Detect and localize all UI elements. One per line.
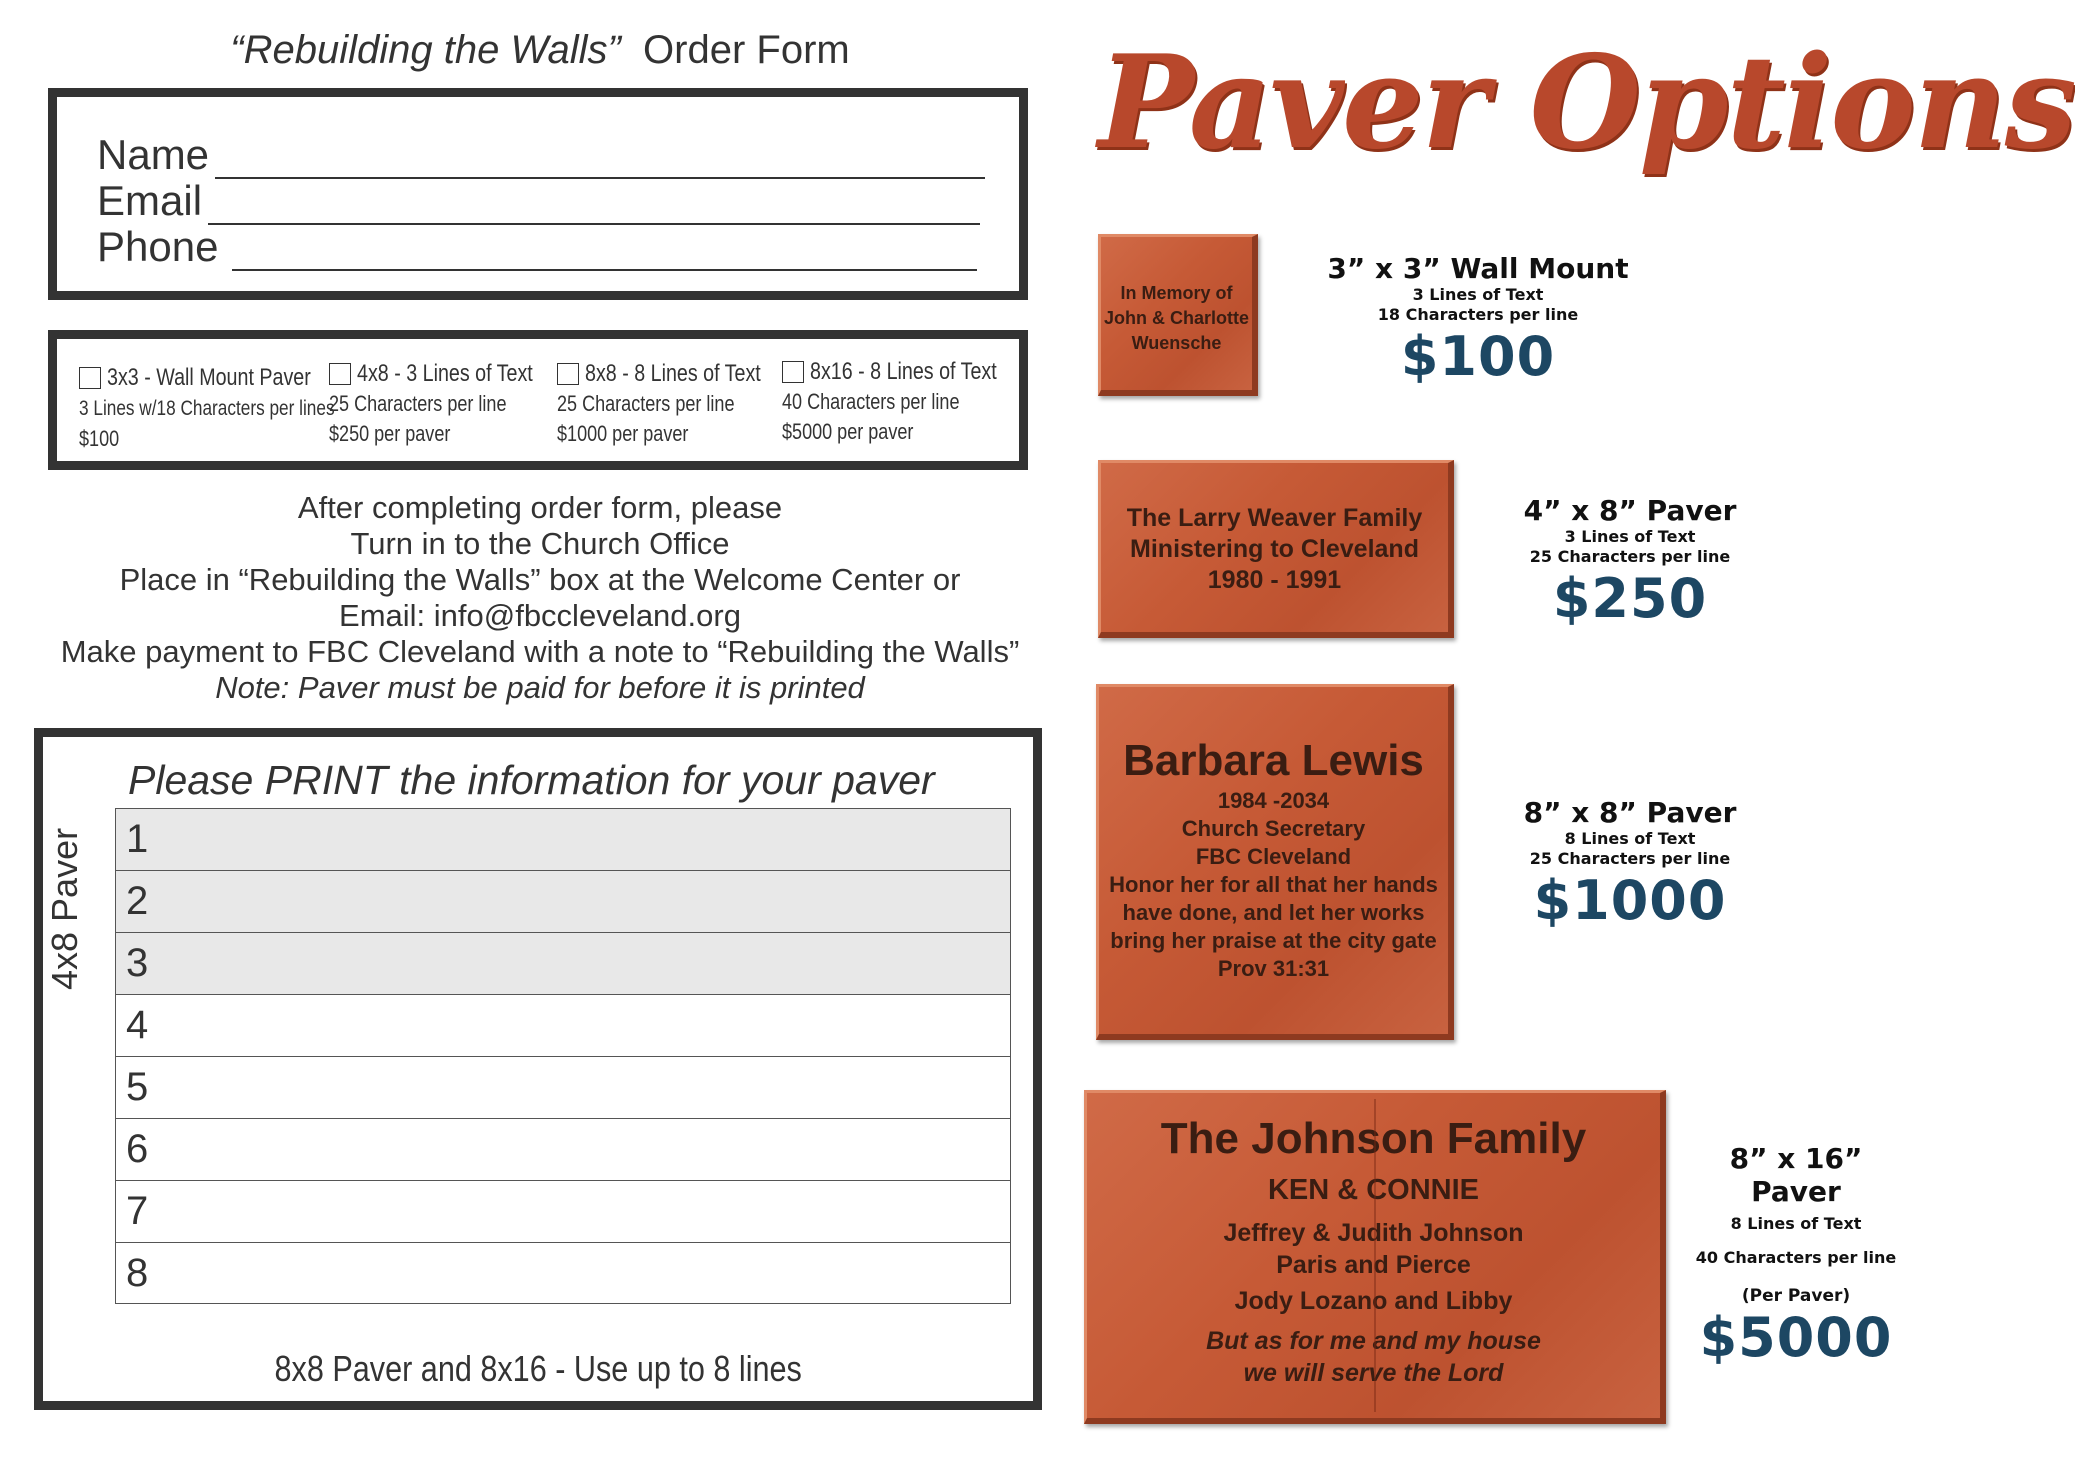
- phone-field[interactable]: [97, 223, 977, 271]
- paver-8x16-verse: we will serve the Lord: [1243, 1359, 1504, 1387]
- spec-8x16-chars: 40 Characters per line: [1695, 1248, 1897, 1267]
- order-form-title-campaign: “Rebuilding the Walls”: [230, 28, 621, 72]
- paver-3x3-line: In Memory of: [1120, 283, 1233, 303]
- paver-8x8-line: Church Secretary: [1181, 816, 1366, 841]
- payment-note: Note: Paver must be paid for before it is printed: [215, 670, 865, 705]
- spec-3x3-price: $100: [1400, 325, 1556, 388]
- paver-sample-4x8: [1098, 460, 1454, 638]
- spec-8x8-size: 8” x 8” Paver: [1523, 796, 1737, 829]
- line-number: 4: [126, 1003, 149, 1047]
- spec-4x8-size: 4” x 8” Paver: [1523, 494, 1737, 527]
- spec-8x8: [1490, 796, 1770, 932]
- paver-sample-3x3: [1098, 234, 1258, 396]
- spec-8x16-size: 8” x 16” Paver: [1729, 1142, 1863, 1208]
- spec-4x8-lines: 3 Lines of Text: [1564, 527, 1696, 546]
- spec-3x3-size: 3” x 3” Wall Mount: [1327, 252, 1629, 285]
- spec-8x8-chars: 25 Characters per line: [1529, 849, 1731, 868]
- contact-info-box: [48, 88, 1028, 300]
- option-8x16[interactable]: [782, 357, 1038, 447]
- instruction-email: Email: info@fbccleveland.org: [339, 598, 741, 633]
- paver-8x8-line: have done, and let her works: [1122, 900, 1425, 925]
- paver-line-8[interactable]: [115, 1242, 1011, 1304]
- spec-8x8-lines: 8 Lines of Text: [1564, 829, 1696, 848]
- option-8x8-price: $1000 per paver: [557, 421, 689, 446]
- option-3x3-detail: 3 Lines w/18 Characters per lines: [79, 397, 335, 420]
- paver-line-1[interactable]: [115, 808, 1011, 870]
- paver-line-6[interactable]: [115, 1118, 1011, 1180]
- line-number: 2: [126, 879, 149, 923]
- spec-3x3-chars: 18 Characters per line: [1377, 305, 1579, 324]
- paver-8x16-line: KEN & CONNIE: [1267, 1174, 1480, 1206]
- spec-8x16-extra: (Per Paver): [1741, 1286, 1851, 1306]
- spec-3x3-lines: 3 Lines of Text: [1412, 285, 1544, 304]
- instruction-line: Place in “Rebuilding the Walls” box at the Welcome Center or: [119, 562, 961, 597]
- spec-3x3: [1318, 252, 1638, 388]
- paver-8x8-line: Honor her for all that her hands: [1109, 872, 1438, 897]
- line-limit-note: [34, 1348, 1042, 1390]
- option-8x8-checkbox[interactable]: [557, 363, 579, 385]
- email-blank-line[interactable]: [208, 187, 980, 225]
- paver-8x8-line: 1984 -2034: [1217, 788, 1330, 813]
- submission-instructions: [40, 490, 1040, 706]
- option-8x8-label: 8x8 - 8 Lines of Text: [585, 360, 761, 387]
- line-number: 8: [126, 1250, 149, 1295]
- paver-8x8-name: Barbara Lewis: [1123, 736, 1424, 785]
- paver-8x8-line: FBC Cleveland: [1195, 844, 1352, 869]
- order-form-title-rest: Order Form: [643, 28, 850, 72]
- spec-4x8-price: $250: [1552, 567, 1708, 630]
- option-8x16-price: $5000 per paver: [782, 419, 914, 444]
- paver-4x8-line: Ministering to Cleveland: [1130, 535, 1419, 563]
- paver-8x16-verse: But as for me and my house: [1206, 1327, 1541, 1355]
- option-8x16-label: 8x16 - 8 Lines of Text: [810, 358, 997, 385]
- paver-line-7[interactable]: [115, 1180, 1011, 1242]
- option-4x8[interactable]: [329, 359, 571, 449]
- name-blank-line[interactable]: [215, 141, 985, 179]
- phone-blank-line[interactable]: [232, 233, 977, 271]
- paver-sample-8x16: [1084, 1090, 1666, 1424]
- spec-8x16-lines: 8 Lines of Text: [1730, 1214, 1862, 1233]
- paver-8x16-line: Paris and Pierce: [1276, 1251, 1471, 1279]
- paver-3x3-line: Wuensche: [1131, 333, 1222, 353]
- paver-sample-8x8: [1096, 684, 1454, 1040]
- option-3x3-price: $100: [79, 426, 120, 451]
- paver-8x16-line: Jody Lozano and Libby: [1234, 1287, 1513, 1315]
- line-number: 3: [126, 941, 149, 985]
- instruction-line: Make payment to FBC Cleveland with a note to “Rebuilding the Walls”: [60, 634, 1020, 669]
- spec-4x8: [1490, 494, 1770, 630]
- paver-3x3-line: John & Charlotte: [1103, 308, 1249, 328]
- option-8x16-detail: 40 Characters per line: [782, 389, 960, 414]
- paver-8x8-line: bring her praise at the city gate: [1110, 928, 1437, 953]
- option-4x8-checkbox[interactable]: [329, 363, 351, 385]
- order-form-title: [40, 28, 1040, 73]
- line-number: 5: [126, 1065, 149, 1109]
- paver-8x16-line: Jeffrey & Judith Johnson: [1223, 1219, 1524, 1247]
- option-8x8[interactable]: [557, 359, 799, 449]
- option-4x8-label: 4x8 - 3 Lines of Text: [357, 360, 533, 387]
- line-number: 1: [126, 817, 149, 861]
- name-label: Name: [97, 131, 210, 178]
- paver-options-title: Paver Options: [1098, 28, 2075, 178]
- spec-4x8-chars: 25 Characters per line: [1529, 547, 1731, 566]
- print-instructions-title: Please PRINT the information for your paver: [128, 757, 935, 803]
- instruction-line: Turn in to the Church Office: [350, 526, 730, 561]
- paver-line-2[interactable]: [115, 870, 1011, 932]
- option-8x8-detail: 25 Characters per line: [557, 391, 735, 416]
- line-number: 6: [126, 1127, 149, 1171]
- option-4x8-detail: 25 Characters per line: [329, 391, 507, 416]
- line-number: 7: [126, 1189, 149, 1233]
- paver-size-options: [48, 330, 1028, 470]
- paver-line-5[interactable]: [115, 1056, 1011, 1118]
- paver-line-4[interactable]: [115, 994, 1011, 1056]
- paver-8x8-line: Prov 31:31: [1217, 956, 1330, 981]
- instruction-line: After completing order form, please: [297, 490, 783, 525]
- option-3x3-checkbox[interactable]: [79, 367, 101, 389]
- email-field[interactable]: [97, 177, 980, 225]
- spec-8x16-price: $5000: [1699, 1306, 1893, 1369]
- paver-seam: [1374, 1099, 1376, 1412]
- paver-line-3[interactable]: [115, 932, 1011, 994]
- paver-lines-table: [115, 808, 1011, 1304]
- spec-8x16: [1686, 1142, 1906, 1369]
- line-limit-text: 8x8 Paver and 8x16 - Use up to 8 lines: [274, 1348, 802, 1389]
- option-3x3-label: 3x3 - Wall Mount Paver: [107, 364, 311, 391]
- spec-8x8-price: $1000: [1533, 869, 1727, 932]
- email-label: Email: [97, 177, 203, 224]
- option-8x16-checkbox[interactable]: [782, 361, 804, 383]
- paver-4x8-line: The Larry Weaver Family: [1126, 504, 1423, 532]
- option-4x8-price: $250 per paver: [329, 421, 451, 446]
- phone-label: Phone: [97, 223, 219, 270]
- name-field[interactable]: [97, 131, 985, 179]
- paver-4x8-line: 1980 - 1991: [1207, 566, 1342, 594]
- paver-8x16-name: The Johnson Family: [1160, 1114, 1587, 1163]
- side-label-4x8: 4x8 Paver: [44, 827, 85, 990]
